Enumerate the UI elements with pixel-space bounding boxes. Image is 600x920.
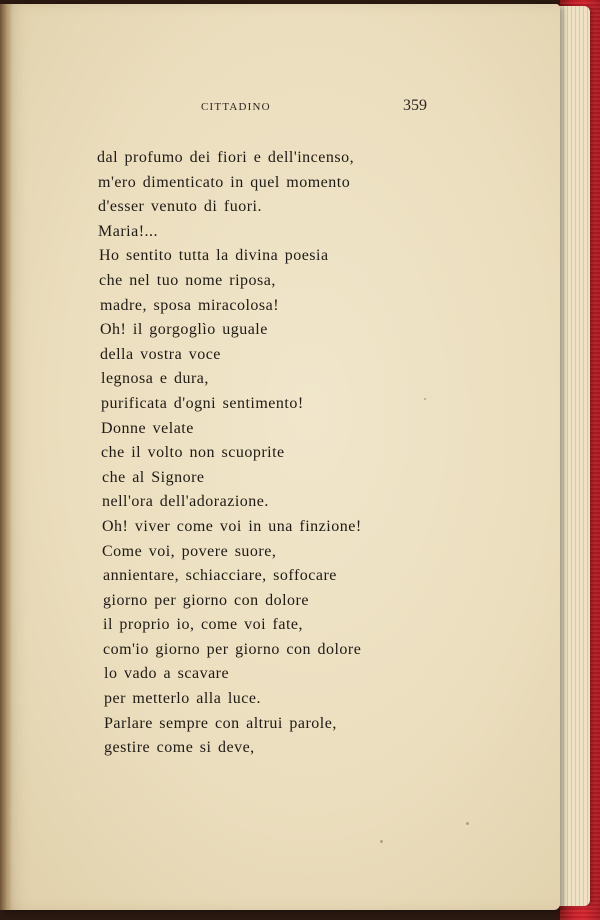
poem-line: purificata d'ogni sentimento! — [101, 394, 304, 412]
poem-line: Maria!... — [98, 222, 159, 240]
poem-line: gestire come si deve, — [104, 739, 255, 757]
poem-line: annientare, schiacciare, soffocare — [103, 567, 337, 585]
poem-line: madre, sposa miracolosa! — [100, 296, 280, 314]
poem-line: che il volto non scuoprite — [101, 444, 285, 462]
poem-line: che al Signore — [102, 468, 205, 486]
poem-line: Donne velate — [101, 419, 194, 437]
poem-line: giorno per giorno con dolore — [103, 591, 309, 609]
poem-line: legnosa e dura, — [101, 370, 209, 388]
poem-line: che nel tuo nome riposa, — [99, 271, 276, 289]
poem-line: Parlare sempre con altrui parole, — [104, 714, 337, 732]
paper-fleck — [380, 840, 383, 843]
poem-line: Oh! il gorgoglìo uguale — [100, 321, 268, 339]
paper-fleck — [466, 822, 469, 825]
poem-line: Ho sentito tutta la divina poesia — [99, 247, 329, 265]
poem-line: lo vado a scavare — [104, 665, 230, 683]
poem-line: per metterlo alla luce. — [104, 690, 261, 708]
poem-line: com'io giorno per giorno con dolore — [103, 640, 362, 658]
poem-line: Oh! viver come voi in una finzione! — [102, 517, 362, 535]
paper-fleck — [424, 398, 426, 400]
running-title: CITTADINO — [201, 101, 271, 113]
poem-line: il proprio io, come voi fate, — [103, 616, 304, 634]
poem-line: m'ero dimenticato in quel momento — [98, 173, 351, 191]
poem-text — [97, 146, 417, 761]
poem-line: della vostra voce — [100, 345, 221, 363]
page-number: 359 — [403, 97, 427, 114]
poem-line: dal profumo dei fiori e dell'incenso, — [97, 149, 355, 166]
poem-line: nell'ora dell'adorazione. — [102, 493, 269, 511]
poem-line: Come voi, povere suore, — [102, 542, 277, 560]
page-gutter-shadow — [0, 4, 12, 910]
poem-line: d'esser venuto di fuori. — [98, 198, 262, 216]
